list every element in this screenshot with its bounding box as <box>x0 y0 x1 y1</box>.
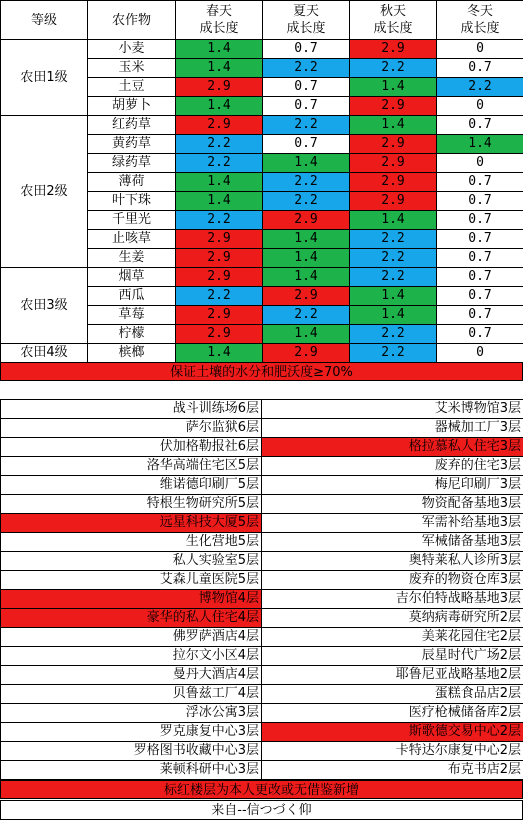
building-row <box>1 571 523 590</box>
growth-summer-cell: 2.2 <box>263 173 350 192</box>
building-right-cell: 莫纳病毒研究所2层 <box>262 609 523 628</box>
crop-name-cell: 柠檬 <box>88 325 176 344</box>
building-right-cell: 辰星时代广场2层 <box>262 647 523 666</box>
growth-winter-cell: 0.7 <box>437 287 523 306</box>
growth-spring-cell: 2.9 <box>176 325 263 344</box>
building-left-cell: 伏加格勒报社6层 <box>1 438 262 457</box>
growth-winter-cell: 0.7 <box>437 249 523 268</box>
crop-growth-table <box>0 0 523 363</box>
building-row <box>1 628 523 647</box>
growth-autumn-cell: 2.2 <box>350 59 437 78</box>
crop-row <box>1 40 523 59</box>
growth-spring-cell: 1.4 <box>176 97 263 116</box>
building-right-cell: 军械储备基地3层 <box>262 533 523 552</box>
growth-autumn-cell: 2.9 <box>350 154 437 173</box>
building-right-cell: 器械加工厂3层 <box>262 419 523 438</box>
growth-spring-cell: 1.4 <box>176 192 263 211</box>
crop-row <box>1 116 523 135</box>
building-right-cell: 军需补给基地3层 <box>262 514 523 533</box>
growth-summer-cell: 2.9 <box>263 287 350 306</box>
growth-summer-cell: 2.2 <box>263 306 350 325</box>
building-row <box>1 704 523 723</box>
growth-spring-cell: 2.2 <box>176 154 263 173</box>
building-right-cell: 斯歌德交易中心2层 <box>262 723 523 742</box>
building-right-cell: 吉尔伯特战略基地3层 <box>262 590 523 609</box>
building-left-cell: 罗格图书收藏中心3层 <box>1 742 262 761</box>
header-summer: 夏天 成长度 <box>263 1 350 40</box>
growth-winter-cell: 0.7 <box>437 230 523 249</box>
building-row <box>1 476 523 495</box>
growth-autumn-cell: 1.4 <box>350 116 437 135</box>
growth-autumn-cell: 2.9 <box>350 135 437 154</box>
growth-spring-cell: 2.9 <box>176 306 263 325</box>
building-right-cell: 耶鲁尼亚战略基地2层 <box>262 666 523 685</box>
building-right-cell: 卡特达尔康复中心2层 <box>262 742 523 761</box>
crop-name-cell: 玉米 <box>88 59 176 78</box>
growth-spring-cell: 2.9 <box>176 268 263 287</box>
building-left-cell: 远星科技大厦5层 <box>1 514 262 533</box>
soil-note-banner: 保证土壤的水分和肥沃度≥70% <box>0 362 523 381</box>
building-left-cell: 艾森儿童医院5层 <box>1 571 262 590</box>
building-right-cell: 布克书店2层 <box>262 761 523 780</box>
crop-name-cell: 槟榔 <box>88 344 176 363</box>
building-left-cell: 罗克康复中心3层 <box>1 723 262 742</box>
growth-summer-cell: 1.4 <box>263 230 350 249</box>
building-row <box>1 438 523 457</box>
header-level: 等级 <box>1 1 88 40</box>
building-left-cell: 洛华高端住宅区5层 <box>1 457 262 476</box>
farm-level-cell: 农田2级 <box>1 116 88 268</box>
building-right-cell: 艾米博物馆3层 <box>262 400 523 419</box>
growth-winter-cell: 0 <box>437 97 523 116</box>
building-left-cell: 博物馆4层 <box>1 590 262 609</box>
crop-name-cell: 薄荷 <box>88 173 176 192</box>
building-left-cell: 特根生物研究所5层 <box>1 495 262 514</box>
building-right-cell: 物资配备基地3层 <box>262 495 523 514</box>
growth-winter-cell: 0.7 <box>437 211 523 230</box>
growth-spring-cell: 1.4 <box>176 40 263 59</box>
crop-name-cell: 土豆 <box>88 78 176 97</box>
growth-summer-cell: 2.9 <box>263 211 350 230</box>
growth-autumn-cell: 1.4 <box>350 211 437 230</box>
growth-winter-cell: 0.7 <box>437 306 523 325</box>
crop-name-cell: 叶下珠 <box>88 192 176 211</box>
crop-name-cell: 小麦 <box>88 40 176 59</box>
growth-summer-cell: 2.2 <box>263 59 350 78</box>
growth-winter-cell: 0.7 <box>437 192 523 211</box>
building-right-cell: 废弃的物资仓库3层 <box>262 571 523 590</box>
building-left-cell: 私人实验室5层 <box>1 552 262 571</box>
growth-autumn-cell: 2.2 <box>350 344 437 363</box>
building-table <box>0 399 523 780</box>
growth-spring-cell: 2.9 <box>176 78 263 97</box>
crop-name-cell: 胡萝卜 <box>88 97 176 116</box>
header-autumn: 秋天 成长度 <box>350 1 437 40</box>
growth-summer-cell: 1.4 <box>263 154 350 173</box>
growth-summer-cell: 0.7 <box>263 40 350 59</box>
growth-spring-cell: 2.9 <box>176 249 263 268</box>
header-winter: 冬天 成长度 <box>437 1 523 40</box>
building-left-cell: 豪华的私人住宅4层 <box>1 609 262 628</box>
growth-summer-cell: 0.7 <box>263 97 350 116</box>
growth-summer-cell: 2.2 <box>263 116 350 135</box>
building-left-cell: 曼丹大酒店4层 <box>1 666 262 685</box>
growth-autumn-cell: 2.9 <box>350 192 437 211</box>
growth-winter-cell: 0.7 <box>437 325 523 344</box>
building-row <box>1 609 523 628</box>
building-left-cell: 莱顿科研中心3层 <box>1 761 262 780</box>
growth-summer-cell: 2.9 <box>263 344 350 363</box>
building-row <box>1 514 523 533</box>
growth-winter-cell: 0 <box>437 344 523 363</box>
growth-summer-cell: 0.7 <box>263 78 350 97</box>
building-right-cell: 医疗枪械储备库2层 <box>262 704 523 723</box>
growth-autumn-cell: 2.9 <box>350 40 437 59</box>
growth-summer-cell: 2.2 <box>263 192 350 211</box>
red-note-banner: 标红楼层为本人更改或无借鉴新增 <box>0 780 523 799</box>
building-left-cell: 萨尔监狱6层 <box>1 419 262 438</box>
crop-name-cell: 烟草 <box>88 268 176 287</box>
building-row <box>1 647 523 666</box>
building-row <box>1 495 523 514</box>
building-right-cell: 废弃的住宅3层 <box>262 457 523 476</box>
crop-name-cell: 千里光 <box>88 211 176 230</box>
building-left-cell: 战斗训练场6层 <box>1 400 262 419</box>
building-row <box>1 400 523 419</box>
building-right-cell: 蛋糕食品店2层 <box>262 685 523 704</box>
growth-winter-cell: 0 <box>437 40 523 59</box>
crop-name-cell: 草莓 <box>88 306 176 325</box>
farm-level-cell: 农田4级 <box>1 344 88 363</box>
building-left-cell: 生化营地5层 <box>1 533 262 552</box>
building-right-cell: 格拉慕私人住宅3层 <box>262 438 523 457</box>
building-row <box>1 590 523 609</box>
building-row <box>1 533 523 552</box>
growth-autumn-cell: 2.9 <box>350 97 437 116</box>
growth-winter-cell: 0.7 <box>437 268 523 287</box>
growth-summer-cell: 1.4 <box>263 268 350 287</box>
growth-autumn-cell: 2.2 <box>350 325 437 344</box>
growth-autumn-cell: 1.4 <box>350 78 437 97</box>
building-right-cell: 奥特莱私人诊所3层 <box>262 552 523 571</box>
growth-spring-cell: 2.9 <box>176 230 263 249</box>
growth-spring-cell: 2.2 <box>176 287 263 306</box>
crop-row <box>1 344 523 363</box>
building-row <box>1 685 523 704</box>
growth-autumn-cell: 2.2 <box>350 230 437 249</box>
growth-summer-cell: 1.4 <box>263 325 350 344</box>
building-row <box>1 457 523 476</box>
growth-autumn-cell: 2.2 <box>350 249 437 268</box>
growth-spring-cell: 1.4 <box>176 59 263 78</box>
growth-winter-cell: 0 <box>437 154 523 173</box>
header-row <box>1 1 523 40</box>
growth-autumn-cell: 2.9 <box>350 173 437 192</box>
building-right-cell: 梅尼印刷厂3层 <box>262 476 523 495</box>
growth-winter-cell: 0.7 <box>437 173 523 192</box>
building-left-cell: 浮冰公寓3层 <box>1 704 262 723</box>
crop-name-cell: 黄药草 <box>88 135 176 154</box>
growth-spring-cell: 2.9 <box>176 116 263 135</box>
building-row <box>1 761 523 780</box>
building-row <box>1 552 523 571</box>
farm-level-cell: 农田3级 <box>1 268 88 344</box>
growth-summer-cell: 1.4 <box>263 249 350 268</box>
growth-autumn-cell: 1.4 <box>350 287 437 306</box>
header-crop: 农作物 <box>88 1 176 40</box>
crop-name-cell: 红药草 <box>88 116 176 135</box>
growth-spring-cell: 2.2 <box>176 211 263 230</box>
growth-spring-cell: 1.4 <box>176 344 263 363</box>
crop-name-cell: 生姜 <box>88 249 176 268</box>
growth-spring-cell: 2.2 <box>176 135 263 154</box>
growth-autumn-cell: 1.4 <box>350 306 437 325</box>
growth-winter-cell: 1.4 <box>437 135 523 154</box>
building-row <box>1 419 523 438</box>
growth-summer-cell: 0.7 <box>263 135 350 154</box>
building-row <box>1 723 523 742</box>
growth-winter-cell: 0.7 <box>437 116 523 135</box>
building-row <box>1 742 523 761</box>
farm-level-cell: 农田1级 <box>1 40 88 116</box>
crop-name-cell: 西瓜 <box>88 287 176 306</box>
building-right-cell: 美莱花园住宅2层 <box>262 628 523 647</box>
building-left-cell: 贝鲁兹工厂4层 <box>1 685 262 704</box>
building-left-cell: 佛罗萨酒店4层 <box>1 628 262 647</box>
growth-winter-cell: 0.7 <box>437 59 523 78</box>
building-left-cell: 维诺德印刷厂5层 <box>1 476 262 495</box>
header-spring: 春天 成长度 <box>176 1 263 40</box>
building-row <box>1 666 523 685</box>
building-left-cell: 拉尔文小区4层 <box>1 647 262 666</box>
growth-spring-cell: 1.4 <box>176 173 263 192</box>
growth-winter-cell: 2.2 <box>437 78 523 97</box>
crop-name-cell: 止咳草 <box>88 230 176 249</box>
growth-autumn-cell: 2.2 <box>350 268 437 287</box>
crop-row <box>1 268 523 287</box>
source-footer: 来自--信つづく仰 <box>0 800 523 820</box>
crop-name-cell: 绿药草 <box>88 154 176 173</box>
